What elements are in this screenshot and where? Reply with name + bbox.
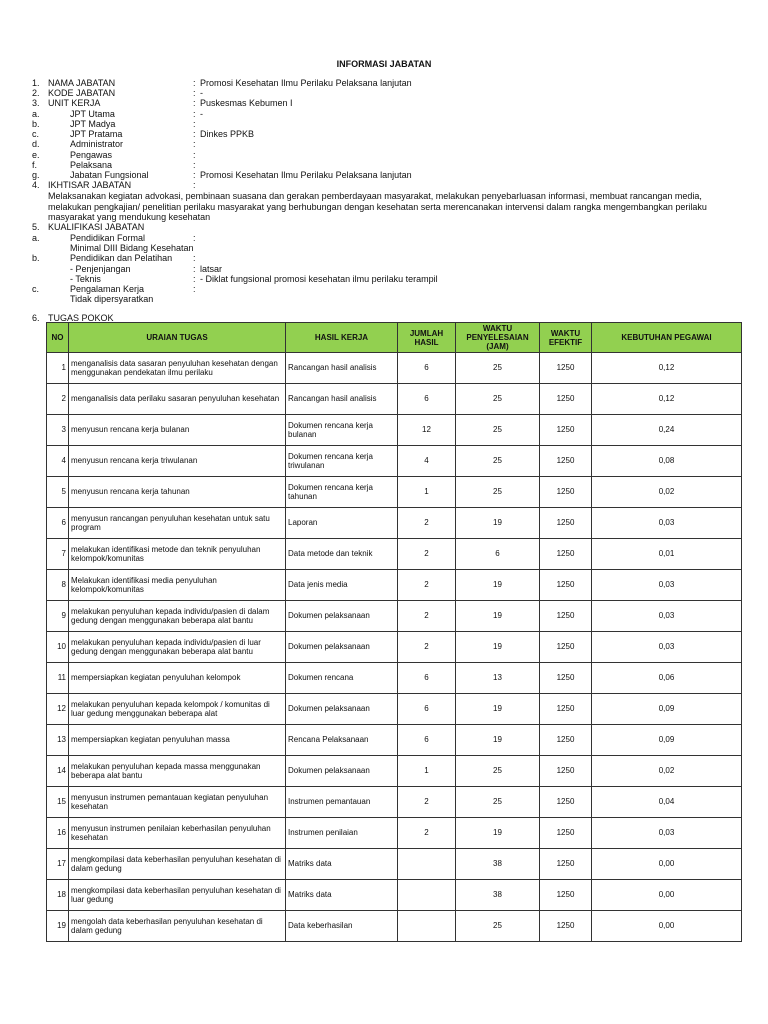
cell-uraian: melakukan penyuluhan kepada massa menggunakan beberapa alat bantu xyxy=(69,756,286,787)
cell-efektif: 1250 xyxy=(540,663,592,694)
field-label: Jabatan Fungsional xyxy=(70,170,149,180)
table-header-row xyxy=(47,323,742,353)
table-row xyxy=(47,663,742,694)
cell-no: 6 xyxy=(47,508,69,539)
field-value: Dinkes PPKB xyxy=(200,129,255,139)
field-label: Pelaksana xyxy=(70,160,113,170)
cell-efektif: 1250 xyxy=(540,477,592,508)
field-label: KUALIFIKASI JABATAN xyxy=(48,222,145,232)
field-colon: : xyxy=(193,253,196,263)
field-label: TUGAS POKOK xyxy=(48,313,114,323)
cell-no: 17 xyxy=(47,849,69,880)
cell-waktu: 25 xyxy=(456,911,540,942)
field-label: Pendidikan dan Pelatihan xyxy=(70,253,173,263)
table-row xyxy=(47,415,742,446)
field-label: Pengalaman Kerja xyxy=(70,284,145,294)
cell-waktu: 19 xyxy=(456,570,540,601)
cell-jumlah: 2 xyxy=(398,787,456,818)
cell-waktu: 25 xyxy=(456,787,540,818)
field-value: Puskesmas Kebumen I xyxy=(200,98,293,108)
cell-kebutuhan: 0,02 xyxy=(592,756,742,787)
cell-efektif: 1250 xyxy=(540,818,592,849)
cell-no: 15 xyxy=(47,787,69,818)
field-label: - Teknis xyxy=(70,274,101,284)
table-row xyxy=(47,477,742,508)
cell-waktu: 19 xyxy=(456,601,540,632)
cell-jumlah xyxy=(398,911,456,942)
cell-kebutuhan: 0,03 xyxy=(592,570,742,601)
table-row xyxy=(47,725,742,756)
field-number: d. xyxy=(32,139,40,149)
field-colon: : xyxy=(193,109,196,119)
cell-jumlah: 6 xyxy=(398,663,456,694)
cell-uraian: melakukan penyuluhan kepada individu/pasien di luar gedung dengan menggunakan beberapa alat bantu xyxy=(69,632,286,663)
cell-hasil: Dokumen rencana kerja tahunan xyxy=(286,477,398,508)
field-value: Promosi Kesehatan Ilmu Perilaku Pelaksana lanjutan xyxy=(200,78,412,88)
cell-efektif: 1250 xyxy=(540,787,592,818)
cell-hasil: Dokumen rencana xyxy=(286,663,398,694)
cell-efektif: 1250 xyxy=(540,570,592,601)
cell-efektif: 1250 xyxy=(540,601,592,632)
cell-no: 1 xyxy=(47,353,69,384)
cell-jumlah: 6 xyxy=(398,694,456,725)
tugas-pokok-table xyxy=(46,322,742,942)
field-value: - Diklat fungsional promosi kesehatan ilmu perilaku terampil xyxy=(200,274,438,284)
column-header: JUMLAH HASIL xyxy=(398,323,456,353)
column-header: WAKTU PENYELESAIAN (JAM) xyxy=(456,323,540,353)
table-row xyxy=(47,570,742,601)
cell-jumlah xyxy=(398,880,456,911)
cell-hasil: Dokumen pelaksanaan xyxy=(286,632,398,663)
field-label: JPT Utama xyxy=(70,109,115,119)
cell-kebutuhan: 0,06 xyxy=(592,663,742,694)
cell-hasil: Instrumen pemantauan xyxy=(286,787,398,818)
cell-efektif: 1250 xyxy=(540,446,592,477)
cell-efektif: 1250 xyxy=(540,632,592,663)
cell-jumlah: 2 xyxy=(398,601,456,632)
cell-no: 9 xyxy=(47,601,69,632)
cell-efektif: 1250 xyxy=(540,539,592,570)
cell-jumlah: 2 xyxy=(398,508,456,539)
field-colon: : xyxy=(193,119,196,129)
field-label: Administrator xyxy=(70,139,124,149)
cell-jumlah: 6 xyxy=(398,725,456,756)
cell-jumlah: 1 xyxy=(398,477,456,508)
cell-kebutuhan: 0,00 xyxy=(592,911,742,942)
cell-kebutuhan: 0,04 xyxy=(592,787,742,818)
cell-kebutuhan: 0,24 xyxy=(592,415,742,446)
table-row xyxy=(47,818,742,849)
cell-efektif: 1250 xyxy=(540,415,592,446)
cell-no: 4 xyxy=(47,446,69,477)
cell-jumlah: 2 xyxy=(398,539,456,570)
cell-efektif: 1250 xyxy=(540,508,592,539)
field-colon: : xyxy=(193,233,196,243)
cell-waktu: 25 xyxy=(456,756,540,787)
cell-waktu: 25 xyxy=(456,415,540,446)
table-row xyxy=(47,632,742,663)
cell-uraian: menyusun instrumen penilaian keberhasilan penyuluhan kesehatan xyxy=(69,818,286,849)
cell-uraian: menganalisis data perilaku sasaran penyuluhan kesehatan xyxy=(69,384,286,415)
field-number: 6. xyxy=(32,313,40,323)
table-row xyxy=(47,756,742,787)
field-value: - xyxy=(200,88,203,98)
table-row xyxy=(47,539,742,570)
field-colon: : xyxy=(193,150,196,160)
cell-waktu: 25 xyxy=(456,384,540,415)
table-row xyxy=(47,601,742,632)
cell-waktu: 25 xyxy=(456,477,540,508)
field-label: JPT Pratama xyxy=(70,129,123,139)
cell-waktu: 19 xyxy=(456,818,540,849)
cell-hasil: Dokumen rencana kerja bulanan xyxy=(286,415,398,446)
cell-no: 11 xyxy=(47,663,69,694)
cell-uraian: mengkompilasi data keberhasilan penyuluhan kesehatan di luar gedung xyxy=(69,880,286,911)
field-value: latsar xyxy=(200,264,223,274)
cell-kebutuhan: 0,01 xyxy=(592,539,742,570)
cell-waktu: 25 xyxy=(456,446,540,477)
cell-kebutuhan: 0,09 xyxy=(592,725,742,756)
cell-jumlah: 1 xyxy=(398,756,456,787)
column-header: NO xyxy=(47,323,69,353)
cell-uraian: melakukan identifikasi metode dan teknik penyuluhan kelompok/komunitas xyxy=(69,539,286,570)
cell-kebutuhan: 0,09 xyxy=(592,694,742,725)
column-header: WAKTU EFEKTIF xyxy=(540,323,592,353)
field-number: 4. xyxy=(32,180,40,190)
document-title: INFORMASI JABATAN xyxy=(336,59,432,69)
cell-efektif: 1250 xyxy=(540,849,592,880)
cell-efektif: 1250 xyxy=(540,694,592,725)
cell-hasil: Matriks data xyxy=(286,880,398,911)
field-colon: : xyxy=(193,98,196,108)
cell-hasil: Dokumen pelaksanaan xyxy=(286,694,398,725)
field-colon: : xyxy=(193,180,196,190)
field-label: - Penjenjangan xyxy=(70,264,131,274)
cell-hasil: Data metode dan teknik xyxy=(286,539,398,570)
field-number: b. xyxy=(32,253,40,263)
field-number: 2. xyxy=(32,88,40,98)
field-number: f. xyxy=(32,160,38,170)
field-number: b. xyxy=(32,119,40,129)
cell-uraian: mengkompilasi data keberhasilan penyuluhan kesehatan di dalam gedung xyxy=(69,849,286,880)
field-label: Tidak dipersyaratkan xyxy=(70,294,154,304)
cell-kebutuhan: 0,00 xyxy=(592,880,742,911)
cell-jumlah: 2 xyxy=(398,632,456,663)
column-header: HASIL KERJA xyxy=(286,323,398,353)
cell-waktu: 19 xyxy=(456,632,540,663)
cell-hasil: Dokumen pelaksanaan xyxy=(286,756,398,787)
cell-waktu: 38 xyxy=(456,880,540,911)
cell-no: 7 xyxy=(47,539,69,570)
cell-no: 8 xyxy=(47,570,69,601)
cell-no: 2 xyxy=(47,384,69,415)
cell-no: 18 xyxy=(47,880,69,911)
cell-kebutuhan: 0,03 xyxy=(592,632,742,663)
cell-waktu: 6 xyxy=(456,539,540,570)
cell-hasil: Instrumen penilaian xyxy=(286,818,398,849)
field-colon: : xyxy=(193,274,196,284)
table-row xyxy=(47,384,742,415)
cell-uraian: mempersiapkan kegiatan penyuluhan massa xyxy=(69,725,286,756)
field-number: g. xyxy=(32,170,40,180)
field-number: 3. xyxy=(32,98,40,108)
cell-uraian: mengolah data keberhasilan penyuluhan kesehatan di dalam gedung xyxy=(69,911,286,942)
field-label: Pengawas xyxy=(70,150,113,160)
table-row xyxy=(47,911,742,942)
cell-jumlah xyxy=(398,849,456,880)
field-number: c. xyxy=(32,129,40,139)
cell-hasil: Data jenis media xyxy=(286,570,398,601)
field-label: Pendidikan Formal xyxy=(70,233,146,243)
ikhtisar-text: Melaksanakan kegiatan advokasi, pembinaan suasana dan gerakan pemberdayaan masyarakat, melakukan penyebarluasan informasi, membuat rancangan media, melakukan pengkajian/ penelitian perilaku masyarakat yang berhubungan dengan kesehatan serta merencanakan intervensi dalam rangka mengembangkan perilaku masyarakat yang mendukung kesehatan xyxy=(48,191,707,222)
field-label: KODE JABATAN xyxy=(48,88,116,98)
field-colon: : xyxy=(193,129,196,139)
cell-uraian: menyusun rencana kerja bulanan xyxy=(69,415,286,446)
field-colon: : xyxy=(193,160,196,170)
cell-waktu: 19 xyxy=(456,725,540,756)
cell-no: 16 xyxy=(47,818,69,849)
cell-kebutuhan: 0,03 xyxy=(592,508,742,539)
cell-uraian: melakukan penyuluhan kepada kelompok / komunitas di luar gedung menggunakan beberapa alat xyxy=(69,694,286,725)
cell-efektif: 1250 xyxy=(540,880,592,911)
cell-efektif: 1250 xyxy=(540,384,592,415)
table-row xyxy=(47,849,742,880)
table-row xyxy=(47,880,742,911)
cell-hasil: Dokumen pelaksanaan xyxy=(286,601,398,632)
cell-uraian: menyusun rencana kerja tahunan xyxy=(69,477,286,508)
cell-uraian: melakukan penyuluhan kepada individu/pasien di dalam gedung dengan menggunakan beberapa alat bantu xyxy=(69,601,286,632)
cell-hasil: Matriks data xyxy=(286,849,398,880)
column-header: URAIAN TUGAS xyxy=(69,323,286,353)
cell-no: 3 xyxy=(47,415,69,446)
field-label: NAMA JABATAN xyxy=(48,78,116,88)
field-value: - xyxy=(200,109,203,119)
cell-hasil: Rencana Pelaksanaan xyxy=(286,725,398,756)
table-row xyxy=(47,787,742,818)
cell-waktu: 25 xyxy=(456,353,540,384)
cell-hasil: Data keberhasilan xyxy=(286,911,398,942)
field-number: a. xyxy=(32,109,40,119)
table-row xyxy=(47,508,742,539)
cell-jumlah: 2 xyxy=(398,818,456,849)
field-label: UNIT KERJA xyxy=(48,98,101,108)
cell-efektif: 1250 xyxy=(540,353,592,384)
cell-no: 19 xyxy=(47,911,69,942)
cell-uraian: Melakukan identifikasi media penyuluhan kelompok/komunitas xyxy=(69,570,286,601)
column-header: KEBUTUHAN PEGAWAI xyxy=(592,323,742,353)
cell-kebutuhan: 0,00 xyxy=(592,849,742,880)
table-row xyxy=(47,353,742,384)
field-number: 1. xyxy=(32,78,40,88)
cell-hasil: Dokumen rencana kerja triwulanan xyxy=(286,446,398,477)
cell-uraian: menyusun instrumen pemantauan kegiatan penyuluhan kesehatan xyxy=(69,787,286,818)
cell-hasil: Laporan xyxy=(286,508,398,539)
cell-waktu: 38 xyxy=(456,849,540,880)
cell-jumlah: 4 xyxy=(398,446,456,477)
field-number: e. xyxy=(32,150,40,160)
cell-jumlah: 6 xyxy=(398,384,456,415)
cell-efektif: 1250 xyxy=(540,911,592,942)
field-colon: : xyxy=(193,88,196,98)
field-number: a. xyxy=(32,233,40,243)
cell-kebutuhan: 0,02 xyxy=(592,477,742,508)
cell-no: 5 xyxy=(47,477,69,508)
cell-uraian: mempersiapkan kegiatan penyuluhan kelompok xyxy=(69,663,286,694)
cell-no: 10 xyxy=(47,632,69,663)
cell-efektif: 1250 xyxy=(540,756,592,787)
cell-waktu: 13 xyxy=(456,663,540,694)
cell-uraian: menyusun rencana kerja triwulanan xyxy=(69,446,286,477)
cell-kebutuhan: 0,03 xyxy=(592,601,742,632)
cell-kebutuhan: 0,12 xyxy=(592,384,742,415)
table-row xyxy=(47,694,742,725)
field-colon: : xyxy=(193,78,196,88)
field-label: Minimal DIII Bidang Kesehatan xyxy=(70,243,194,253)
cell-kebutuhan: 0,12 xyxy=(592,353,742,384)
cell-no: 12 xyxy=(47,694,69,725)
cell-jumlah: 2 xyxy=(398,570,456,601)
field-label: JPT Madya xyxy=(70,119,116,129)
field-colon: : xyxy=(193,264,196,274)
cell-no: 14 xyxy=(47,756,69,787)
field-number: 5. xyxy=(32,222,40,232)
field-colon: : xyxy=(193,284,196,294)
field-colon: : xyxy=(193,170,196,180)
cell-waktu: 19 xyxy=(456,694,540,725)
cell-hasil: Rancangan hasil analisis xyxy=(286,384,398,415)
cell-jumlah: 6 xyxy=(398,353,456,384)
cell-kebutuhan: 0,03 xyxy=(592,818,742,849)
cell-kebutuhan: 0,08 xyxy=(592,446,742,477)
table-row xyxy=(47,446,742,477)
cell-hasil: Rancangan hasil analisis xyxy=(286,353,398,384)
cell-waktu: 19 xyxy=(456,508,540,539)
field-number: c. xyxy=(32,284,40,294)
cell-uraian: menganalisis data sasaran penyuluhan kesehatan dengan menggunakan pendekatan ilmu perilaku xyxy=(69,353,286,384)
cell-uraian: menyusun rancangan penyuluhan kesehatan untuk satu program xyxy=(69,508,286,539)
cell-jumlah: 12 xyxy=(398,415,456,446)
cell-efektif: 1250 xyxy=(540,725,592,756)
field-value: Promosi Kesehatan Ilmu Perilaku Pelaksana lanjutan xyxy=(200,170,412,180)
cell-no: 13 xyxy=(47,725,69,756)
field-label: IKHTISAR JABATAN xyxy=(48,180,132,190)
field-colon: : xyxy=(193,139,196,149)
